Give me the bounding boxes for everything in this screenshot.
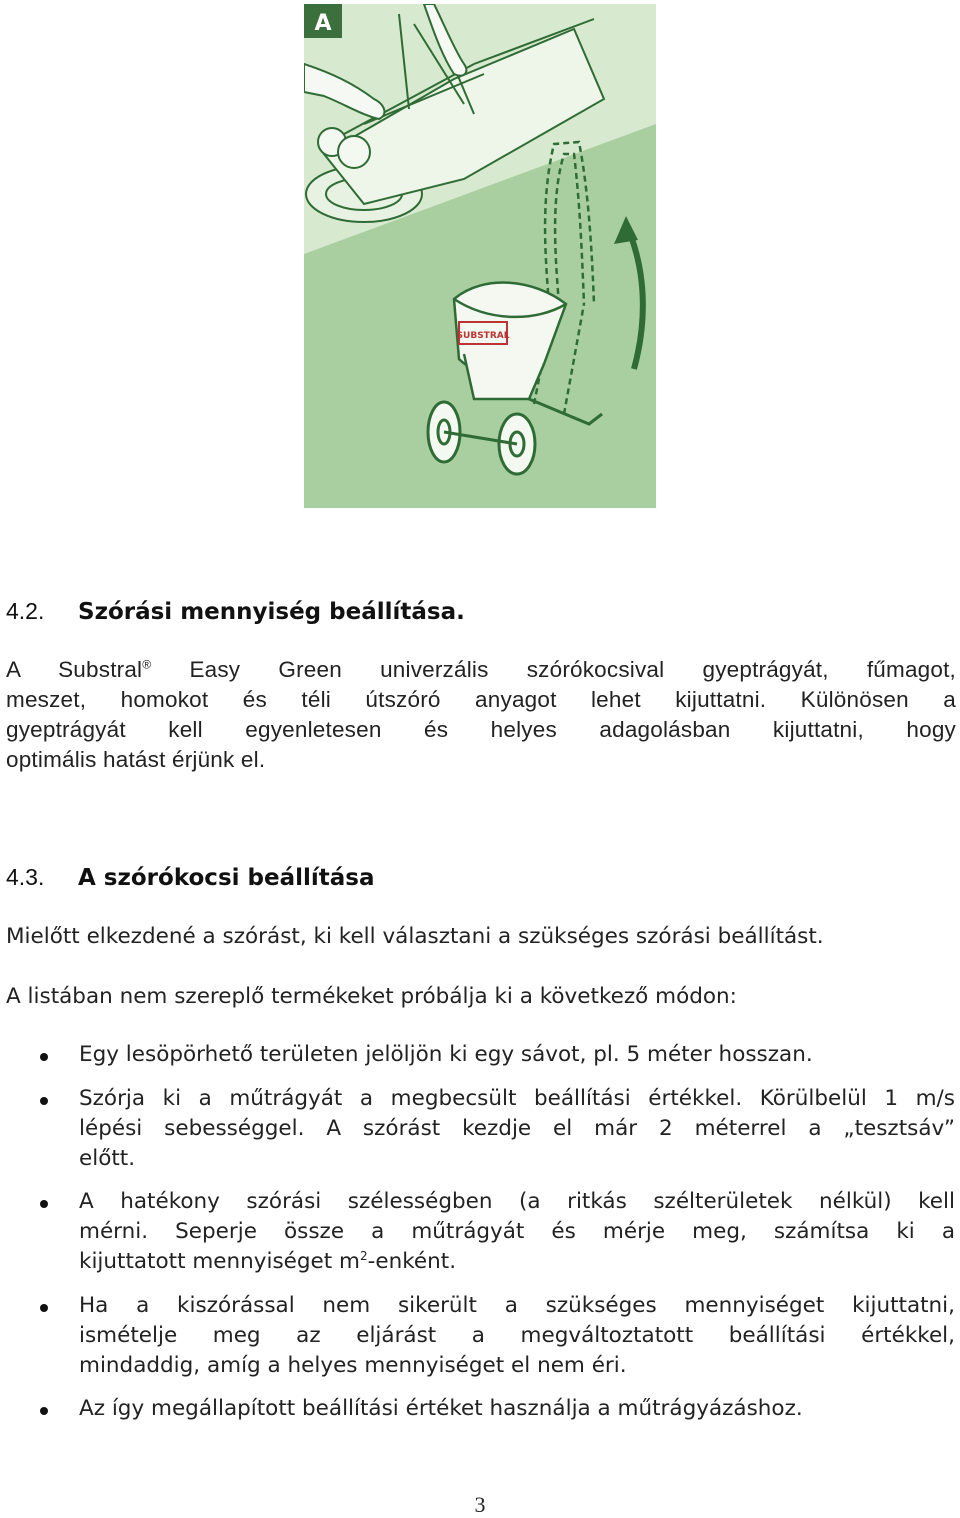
registered-mark: ® [142,657,152,672]
bullet-icon [40,1053,48,1061]
section-number: 4.2. [6,598,45,624]
product-sticker-text: SUBSTRAL [456,331,510,341]
intro-line-2: A listában nem szereplő termékeket próbálja ki a következő módon: [6,984,737,1009]
bullet-icon [40,1407,48,1415]
bullet-icon [40,1200,48,1208]
paragraph-line-1: A Substral® Easy Green univerzális szórókocsival gyeptrágyát, fűmagot, [6,657,956,682]
section-4-2-heading [6,598,465,625]
paragraph-line-2: meszet, homokot és téli útszóró anyagot lehet kijuttatni. Különösen a [6,687,956,712]
bullet-icon [40,1097,48,1105]
section-title: Szórási mennyiség beállítása. [78,599,465,625]
section-number: 4.3. [6,864,45,890]
spreader-illustration-icon [304,4,656,508]
section-4-3-heading [6,864,374,891]
section-4-2-paragraph [6,655,956,775]
figure-label: A [314,11,332,36]
section-title: A szórókocsi beállítása [78,865,375,891]
paragraph-line-3: gyeptrágyát kell egyenletesen és helyes adagolásban kijuttatni, hogy [6,717,956,742]
paragraph-line-4: optimális hatást érjünk el. [6,747,266,772]
intro-line-1: Mielőtt elkezdené a szórást, ki kell választani a szükséges szórási beállítást. [6,924,824,949]
page-number: 3 [474,1492,486,1517]
spreader-illustration [304,4,656,508]
bullet-icon [40,1304,48,1312]
